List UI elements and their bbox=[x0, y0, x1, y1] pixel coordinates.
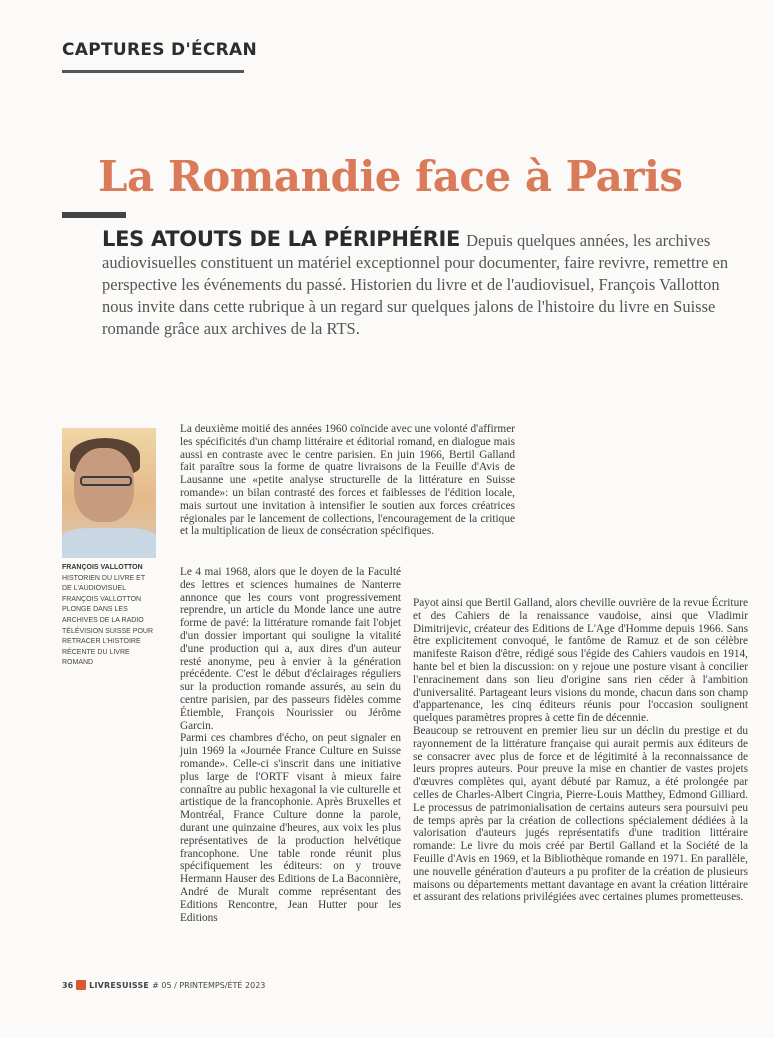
standfirst-text: Depuis quelques années, les archives audiovisuelles constituent un matériel exceptionnel pour documenter, faire revivre, remettre en perspective les événements du passé. Historien du livre et de l'audiovisuel, François Vallotton nous invite dans cette rubrique à un regard sur quelques jalons de l'histoire du livre en Suisse romande grâce aux archives de la RTS. bbox=[102, 231, 729, 338]
photo-glasses bbox=[80, 476, 132, 486]
standfirst bbox=[102, 228, 734, 340]
paragraph: Beaucoup se retrouvent en premier lieu sur un déclin du prestige et du rayonnement de la littérature française qui aurait permis aux éditeurs de se consacrer avec plus de force et de légitimité à la reconnaissance de leurs propres auteurs. Pour preuve la mise en chantier de vastes projets d'œuvres complètes qui, ayant débuté par Ramuz, a été prolongée par celles de Charles-Albert Cingria, Pierre-Louis Matthey, Edmond Gilliard. Le processus de patrimonialisation de certains auteurs sera poursuivi peu de temps après par la création de collections spécialement dédiées à la valorisation d'auteurs jugés représentatifs d'une tradition littéraire romande: Le livre du mois créé par Bertil Galland et la Société de la Feuille d'Avis en 1969, et la Bibliothèque romande en 1971. En parallèle, une nouvelle génération d'auteurs a pu profiter de la création de plusieurs maisons ou départements mettant davantage en avant la création littéraire et assurant des relations privilégiées avec certaines plumes prometteuses. bbox=[413, 724, 748, 904]
photo-shirt bbox=[62, 528, 156, 558]
photo-caption bbox=[62, 563, 156, 669]
brand-name: LIVRESUISSE bbox=[89, 980, 150, 990]
caption-text: HISTORIEN DU LIVRE ET DE L'AUDIOVISUEL FRANÇOIS VALLOTTON PLONGE DANS LES ARCHIVES DE LA RADIO TÉLÉVISION SUISSE POUR RETRACER L'HISTOIRE RÉCENTE DU LIVRE ROMAND bbox=[62, 574, 154, 667]
page-number: 36 bbox=[62, 980, 74, 990]
standfirst-kicker: LES ATOUTS DE LA PÉRIPHÉRIE bbox=[102, 227, 461, 251]
brand-logo-icon bbox=[76, 980, 86, 990]
author-photo bbox=[62, 428, 156, 558]
page-footer bbox=[62, 980, 265, 990]
paragraph: Payot ainsi que Bertil Galland, alors cheville ouvrière de la revue Écriture et des Cahiers de la renaissance vaudoise, ainsi que Vladimir Dimitrijevic, créateur des Editions de L'Age d'Homme depuis 1966. Sans être explicitement convoqué, le fantôme de Ramuz et de son célèbre manifeste Raison d'être, rédigé sous l'égide des Cahiers vaudois en 1914, hante bel et bien la discussion: on y rejoue une posture visant à concilier l'enracinement dans son lieu d'origine sans rien céder à l'ambition d'universalité. Partageant leurs visions du monde, chacun dans son champ d'appartenance, les cinq éditeurs réunis pour l'occasion soulignent quelques paramètres propres à cette fin de décennie. bbox=[413, 597, 748, 725]
article-column-c bbox=[413, 597, 748, 904]
article-title: La Romandie face à Paris bbox=[98, 152, 683, 201]
section-label: CAPTURES D'ÉCRAN bbox=[62, 40, 258, 60]
paragraph: Le 4 mai 1968, alors que le doyen de la Faculté des lettres et sciences humaines de Nanterre annonce que les cours vont progressivement reprendre, un article du Monde lance une autre forme de pavé: la littérature romande fait l'objet d'un dossier important qui souligne la vitalité d'une production qui a, aux dires d'un auteur resté anonyme, peu à envier à la génération précédente. C'est le début d'éclairages réguliers sur la production romande assurés, au sein du centre parisien, par des passeurs fidèles comme Étiemble, François Nourissier ou Jérôme Garcin. bbox=[180, 566, 401, 732]
title-rule bbox=[62, 212, 126, 218]
caption-name: FRANÇOIS VALLOTTON bbox=[62, 564, 143, 571]
article-column-b bbox=[180, 566, 401, 924]
paragraph: La deuxième moitié des années 1960 coïncide avec une volonté d'affirmer les spécificités d'un champ littéraire et éditorial romand, en dialogue mais aussi en contraste avec le centre parisien. En juin 1966, Bertil Galland fait paraître sous la forme de quatre livraisons de la Feuille d'Avis de Lausanne une «petite analyse structurelle de la littérature en Suisse romande»: un bilan contrasté des forces et faiblesses de l'édition locale, mais surtout une invitation à intensifier le soutien aux forces créatrices régionales par le lancement de collections, l'encouragement de la critique et la multiplication de lieux de consécration spécifiques. bbox=[180, 423, 515, 538]
issue-info: # 05 / PRINTEMPS/ÉTÉ 2023 bbox=[152, 980, 266, 990]
section-rule bbox=[62, 70, 244, 73]
paragraph: Parmi ces chambres d'écho, on peut signaler en juin 1969 la «Journée France Culture en Suisse romande». Celle-ci s'inscrit dans une initiative plus large de l'ORTF visant à mieux faire connaître au public hexagonal la vie culturelle et artistique de la francophonie. Après Bruxelles et Montréal, France Culture donne la parole, durant une quinzaine d'heures, aux voix les plus représentatives de la production helvétique francophone. Une table ronde réunit plus spécifiquement les éditeurs: on y trouve Hermann Hauser des Editions de La Baconnière, André de Muralt comme représentant des Editions Rencontre, Jean Hutter pour les Editions bbox=[180, 732, 401, 924]
article-column-a bbox=[180, 423, 515, 538]
